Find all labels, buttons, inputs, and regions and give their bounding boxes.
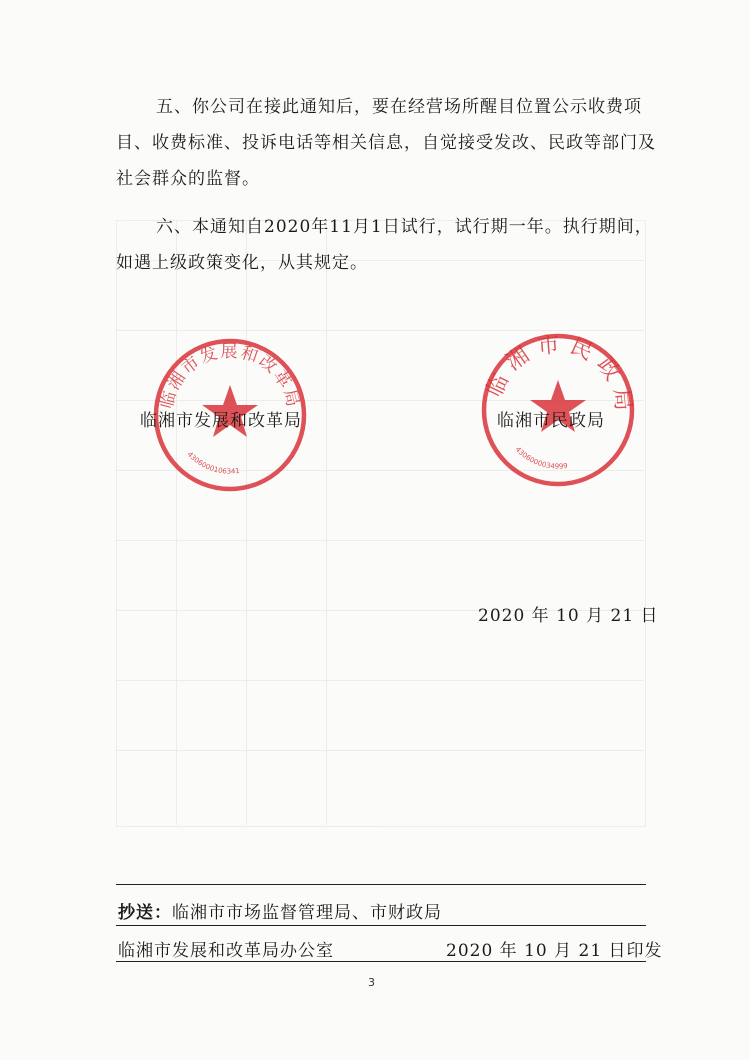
- paragraph-5: [116, 89, 661, 197]
- seal-left-ring-text: 临湘市发展和改革局: [156, 341, 304, 411]
- cc-text: 临湘市市场监督管理局、市财政局: [172, 903, 442, 923]
- paragraph-6: [116, 209, 661, 281]
- signature-right-org: 临湘市民政局: [497, 411, 605, 431]
- seal-left-number: 4306000106341: [185, 450, 241, 476]
- cc-label: 抄送：: [118, 903, 172, 923]
- cc-line: [118, 898, 442, 923]
- seal-right-number: 4306000034999: [513, 445, 569, 471]
- bleed-through-table: [116, 200, 646, 830]
- svg-text:4306000106341: [186, 450, 241, 475]
- page-number: 3: [368, 976, 375, 989]
- svg-text:4306000034999: [514, 445, 569, 470]
- paragraph-5-text: 五、你公司在接此通知后，要在经营场所醒目位置公示收费项目、收费标准、投诉电话等相关信息，自觉接受发改、民政等部门及社会群众的监督。: [116, 97, 656, 189]
- print-date: 2020 年 10 月 21 日印发: [446, 941, 663, 961]
- footer-rule-bottom: [116, 961, 646, 962]
- seal-right-ring-text: 临湘市民政局: [482, 332, 637, 420]
- footer-rule-middle: [116, 925, 646, 926]
- footer-rule-top: [116, 884, 646, 885]
- signature-date: 2020 年 10 月 21 日: [478, 606, 659, 626]
- printer-org: 临湘市发展和改革局办公室: [118, 941, 334, 961]
- paragraph-6-text: 六、本通知自2020年11月1日试行，试行期一年。执行期间，如遇上级政策变化，从其规定。: [116, 217, 653, 273]
- signature-left-org: 临湘市发展和改革局: [140, 411, 302, 431]
